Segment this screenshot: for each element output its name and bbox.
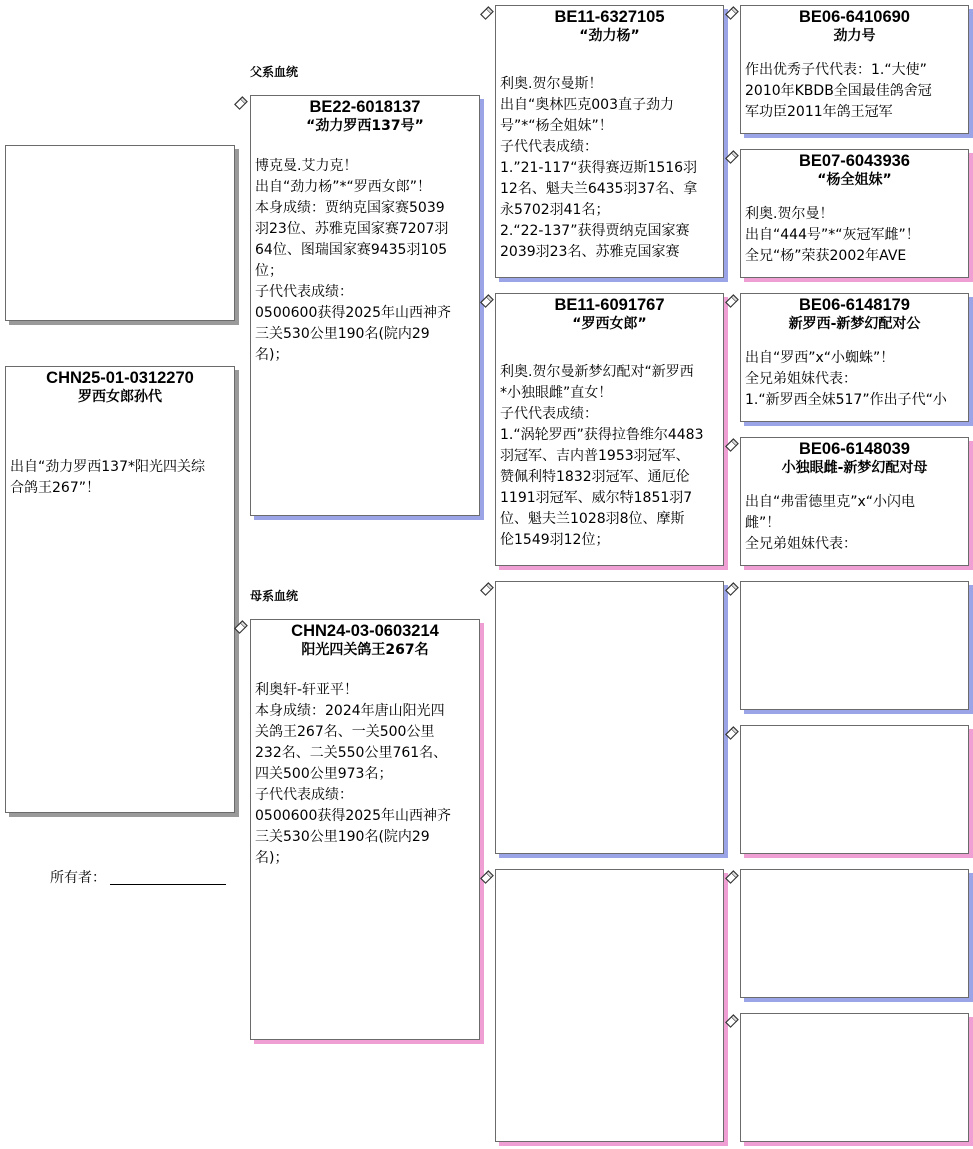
edit-icon[interactable] [479,870,494,885]
edit-icon[interactable] [724,6,739,21]
dd-dam-card[interactable] [740,1013,969,1142]
dam-desc: 利奥轩-轩亚平！ 本身成绩：2024年唐山阳光四 关鸽王267名、一关500公里 232名、二关550公里761名、 四关500公里973名； 子代代表成绩： 0500600获得2025年山西神齐 三关530公里190名(院内29 名)； [255,682,451,866]
ds-dam-card[interactable] [740,725,969,854]
dam-card[interactable] [250,619,480,1040]
owner-row [50,867,226,887]
edit-icon[interactable] [724,726,739,741]
sd-dam-ring: BE06-6148039 [798,440,910,458]
sire-desc: 博克曼.艾力克！ 出自“劲力杨”*“罗西女郎”！ 本身成绩：贾纳克国家赛5039 羽23位、苏雅克国家赛7207羽 64位、图瑞国家赛9435羽105 位； 子代代表成绩： 0500600获得2025年山西神齐 三关530公里190名(院内29 名)； [255,158,451,363]
ss-sire-card[interactable] [740,5,969,134]
ss-dam-card[interactable] [740,149,969,278]
sd-sire-name: 新罗西-新梦幻配对公 [788,316,921,332]
edit-icon[interactable] [479,6,494,21]
ss-sire-name: 劲力号 [833,28,876,44]
paternal-label: 父系血统 [250,65,299,79]
dd-sire-card[interactable] [740,869,969,998]
edit-icon[interactable] [724,870,739,885]
sire-dam-card[interactable] [495,293,724,566]
sire-sire-desc: 利奥.贺尔曼斯！ 出自“奥林匹克003直子劲力 号”*“杨全姐妹”！ 子代代表成绩： 1.”21-117“获得赛迈斯1516羽 12名、魁夫兰6435羽37名、拿 永5702羽41名； 2.“22-137”获得贾纳克国家赛 2039羽23名、苏雅克国家赛 [500,76,698,260]
sire-dam-ring: BE11-6091767 [554,296,665,314]
maternal-label: 母系血统 [250,589,299,603]
dam-ring: CHN24-03-0603214 [291,622,439,640]
sire-dam-desc: 利奥.贺尔曼新梦幻配对“新罗西 *小独眼雌”直女！ 子代代表成绩： 1.“涡轮罗西”获得拉鲁维尔4483 羽冠军、吉内普1953羽冠军、 赞佩利特1832羽冠军、通厄伦 1191羽冠军、威尔特1851羽7 位、魁夫兰1028羽8位、摩斯 伦1549羽12位； [500,364,704,548]
edit-icon[interactable] [724,294,739,309]
sire-ring: BE22-6018137 [309,98,421,116]
sd-sire-card[interactable] [740,293,969,422]
edit-icon[interactable] [724,150,739,165]
dam-dam-card[interactable] [495,869,724,1142]
ss-dam-ring: BE07-6043936 [798,152,910,170]
dam-sire-card[interactable] [495,581,724,854]
subject-ring: CHN25-01-0312270 [46,369,194,387]
subject-desc: 出自“劲力罗西137*阳光四关综 合鸽王267”！ [10,459,205,496]
edit-icon[interactable] [479,582,494,597]
ss-dam-name: “杨全姐妹” [817,172,892,188]
edit-icon[interactable] [233,620,248,635]
ss-dam-desc: 利奥.贺尔曼！ 出自“444号”*“灰冠军雌”！ 全兄“杨”荣获2002年AVE [745,206,920,264]
sd-sire-ring: BE06-6148179 [798,296,910,314]
edit-icon[interactable] [724,1014,739,1029]
ds-sire-card[interactable] [740,581,969,710]
sd-dam-desc: 出自“弗雷德里克”x“小闪电 雌”！ 全兄弟姐妹代表： [745,494,916,552]
sd-dam-name: 小独眼雌-新梦幻配对母 [781,460,928,476]
sire-card[interactable] [250,95,480,516]
edit-icon[interactable] [479,294,494,309]
sd-dam-card[interactable] [740,437,969,566]
sire-sire-ring: BE11-6327105 [554,8,665,26]
edit-icon[interactable] [724,582,739,597]
subject-card[interactable] [5,366,235,813]
edit-icon[interactable] [724,438,739,453]
owner-field[interactable] [110,870,226,885]
ss-sire-desc: 作出优秀子代代表：1.“大使” 2010年KBDB全国最佳鸽舍冠 军功臣2011年鸽王冠军 [745,62,932,120]
photo-frame [5,145,235,321]
sire-dam-name: “罗西女郎” [572,316,647,332]
sire-sire-name: “劲力杨” [579,28,640,44]
dam-name: 阳光四关鸽王267名 [301,642,429,658]
sire-name: “劲力罗西137号” [306,118,424,134]
ss-sire-ring: BE06-6410690 [798,8,910,26]
sire-sire-card[interactable] [495,5,724,278]
owner-label: 所有者： [50,870,106,886]
sd-sire-desc: 出自“罗西”x“小蜘蛛”！ 全兄弟姐妹代表： 1.“新罗西全妹517”作出子代“小 [745,350,947,408]
subject-name: 罗西女郎孙代 [78,389,162,405]
edit-icon[interactable] [233,96,248,111]
